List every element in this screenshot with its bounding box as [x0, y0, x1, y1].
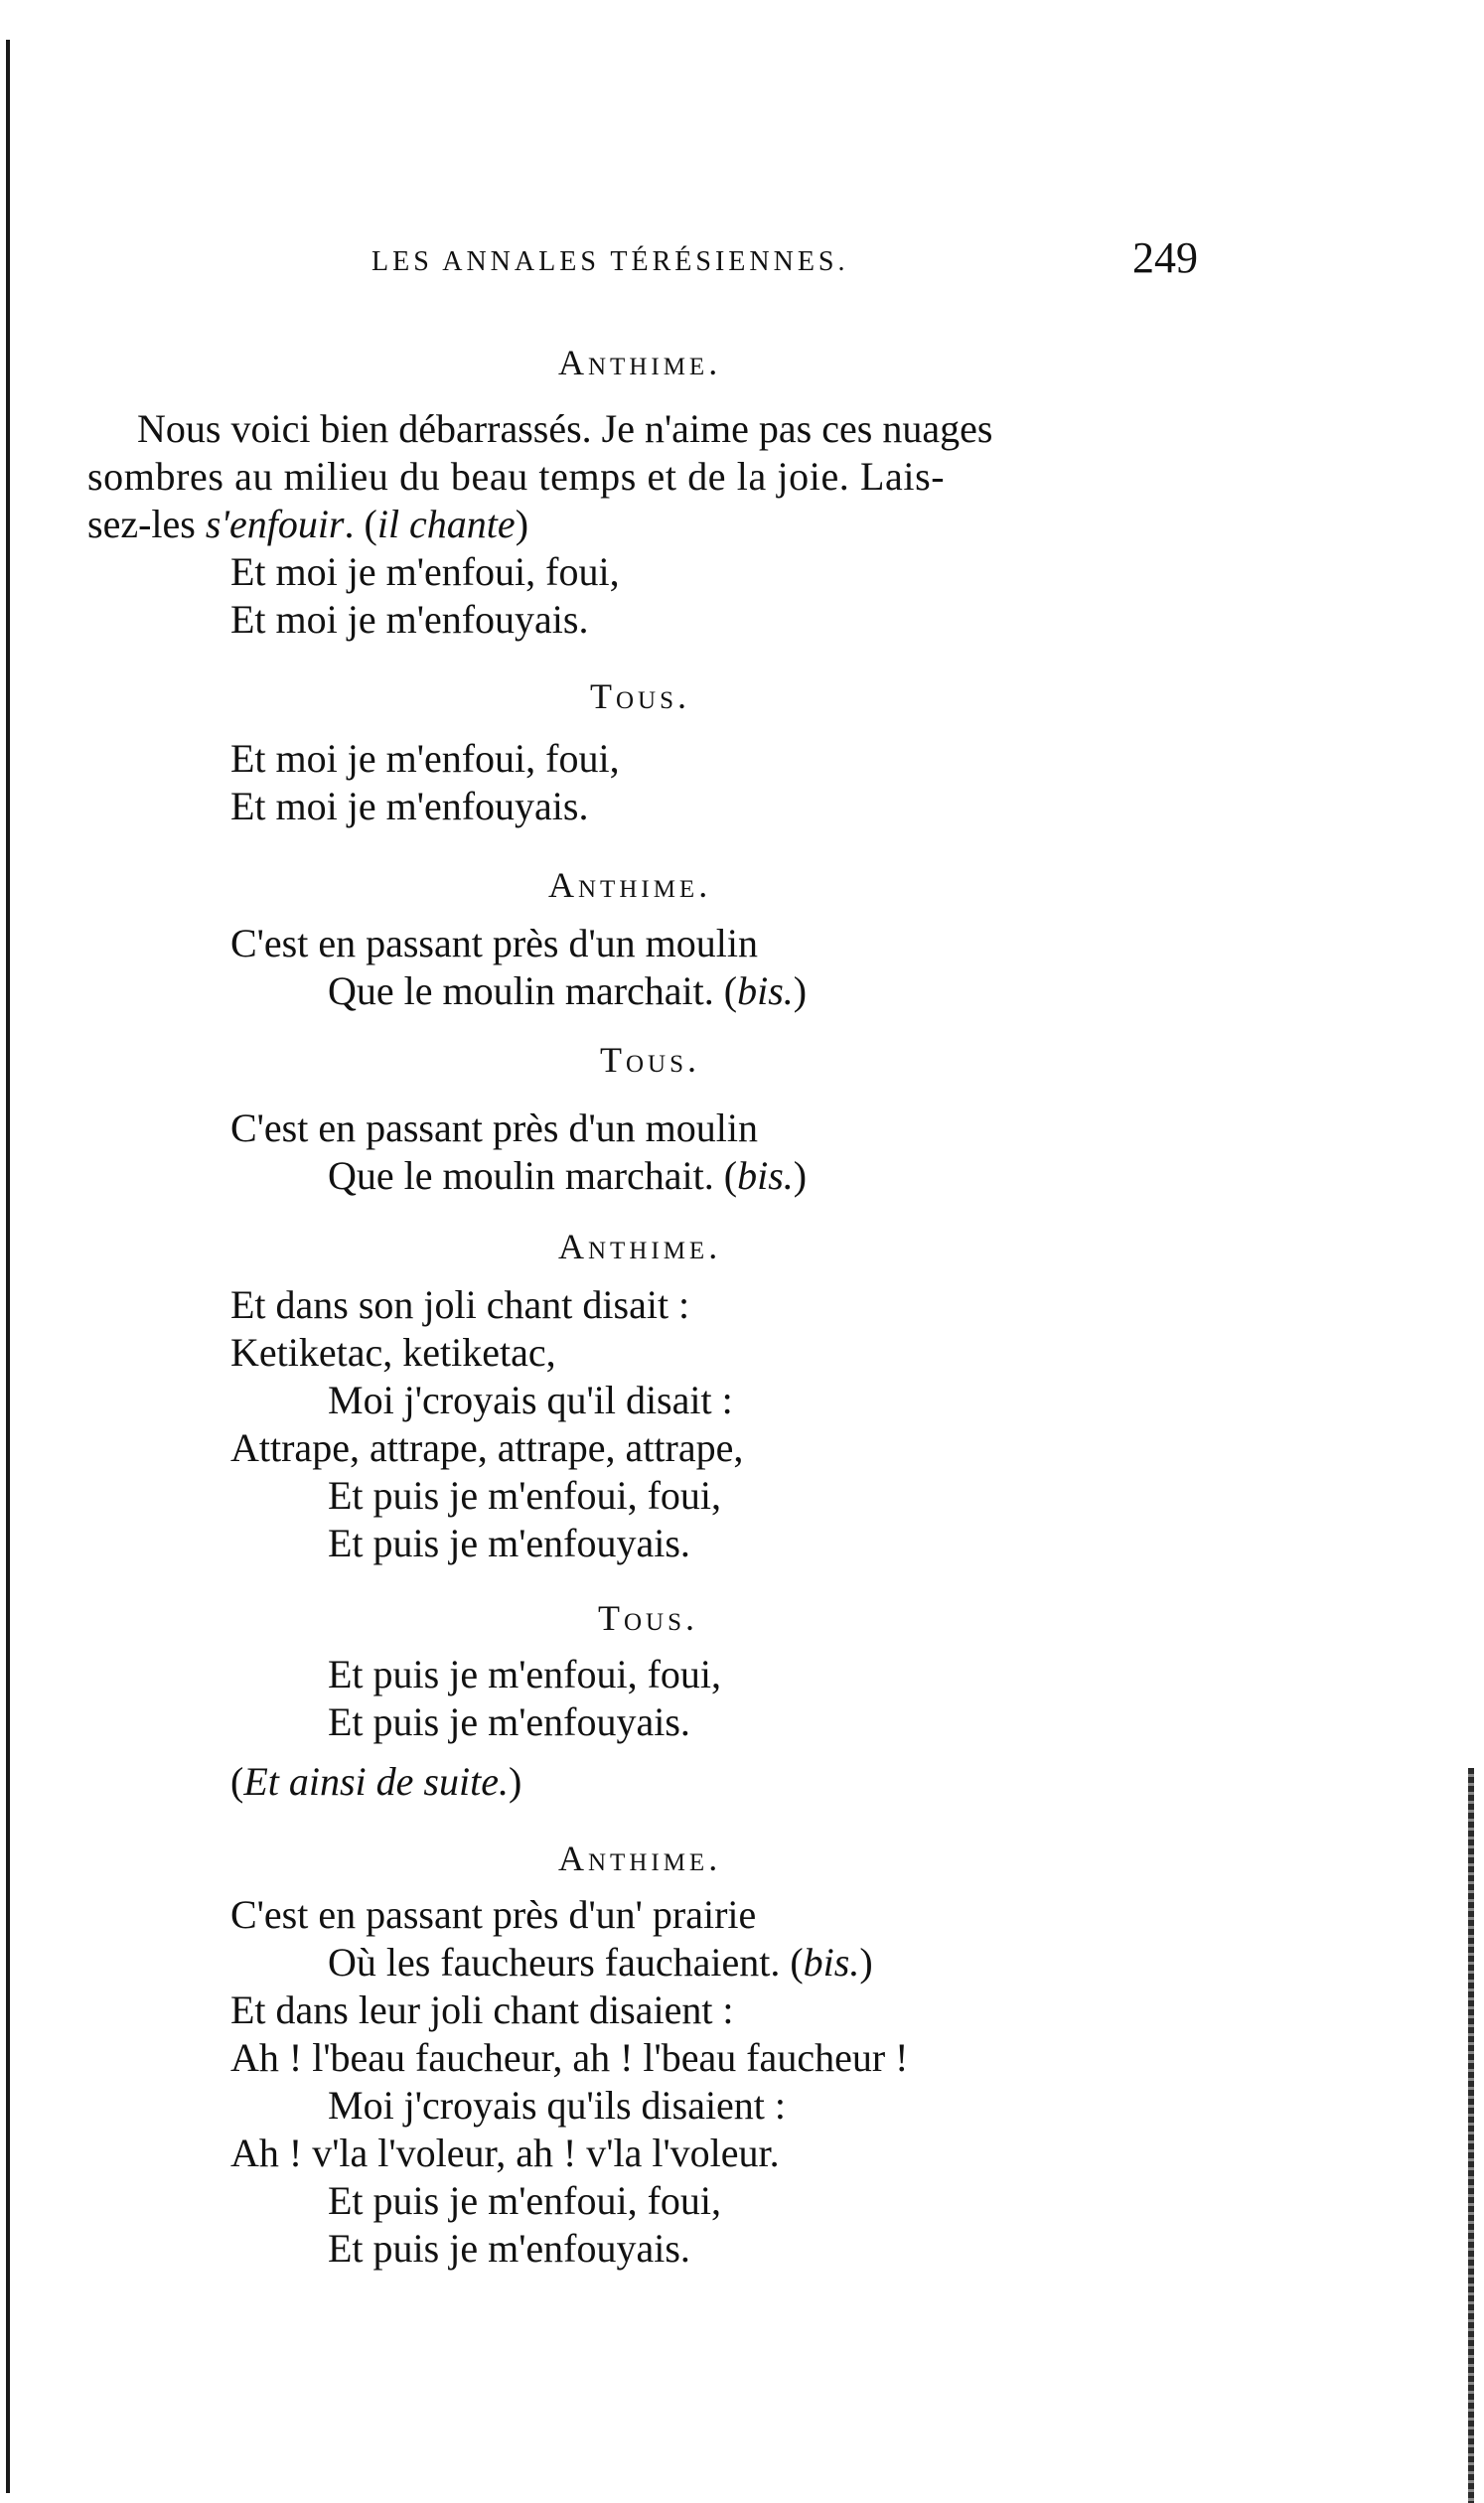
- page-number: 249: [1132, 233, 1198, 282]
- speaker-tous: Tous.: [590, 676, 691, 716]
- verse-line: Et dans leur joli chant disaient :: [230, 1988, 734, 2032]
- speaker-tous: Tous.: [600, 1040, 701, 1080]
- verse-line: Et puis je m'enfouyais.: [328, 1521, 690, 1565]
- verse-line: Et puis je m'enfouyais.: [328, 2226, 690, 2271]
- speaker-anthime: Anthime.: [558, 343, 722, 382]
- verse-line: C'est en passant près d'un moulin: [230, 1105, 759, 1150]
- speaker-anthime: Anthime.: [558, 1227, 722, 1266]
- verse-line: Et moi je m'enfouyais.: [230, 784, 589, 828]
- verse-line: Et puis je m'enfoui, foui,: [328, 2178, 722, 2223]
- verse-line: Et puis je m'enfoui, foui,: [328, 1473, 722, 1518]
- verse-line: Et puis je m'enfouyais.: [328, 1699, 690, 1744]
- verse-line: Et puis je m'enfoui, foui,: [328, 1652, 722, 1696]
- verse-line: Que le moulin marchait. (bis.): [328, 968, 808, 1013]
- speaker-anthime: Anthime.: [548, 865, 712, 905]
- verse-line: C'est en passant près d'un moulin: [230, 921, 759, 965]
- verse-line: Ketiketac, ketiketac,: [230, 1330, 556, 1375]
- verse-line: Où les faucheurs fauchaient. (bis.): [328, 1940, 873, 1985]
- verse-line: Moi j'croyais qu'ils disaient :: [328, 2083, 787, 2128]
- stage-direction: (Et ainsi de suite.): [230, 1759, 522, 1804]
- verse-line: Que le moulin marchait. (bis.): [328, 1153, 808, 1198]
- verse-line: Et moi je m'enfoui, foui,: [230, 736, 620, 781]
- prose-line: Nous voici bien débarrassés. Je n'aime pas ces nuages: [137, 406, 993, 451]
- verse-line: C'est en passant près d'un' prairie: [230, 1892, 757, 1937]
- verse-line: Ah ! v'la l'voleur, ah ! v'la l'voleur.: [230, 2131, 780, 2175]
- prose-line: sez-les s'enfouir. (il chante): [87, 502, 529, 546]
- speaker-anthime: Anthime.: [558, 1839, 722, 1878]
- verse-line: Ah ! l'beau faucheur, ah ! l'beau faucheur !: [230, 2035, 909, 2080]
- verse-line: Attrape, attrape, attrape, attrape,: [230, 1425, 744, 1470]
- verse-line: Et dans son joli chant disait :: [230, 1282, 690, 1327]
- speaker-tous: Tous.: [598, 1598, 699, 1638]
- verse-line: Moi j'croyais qu'il disait :: [328, 1378, 733, 1422]
- verse-line: Et moi je m'enfoui, foui,: [230, 549, 620, 594]
- verse-line: Et moi je m'enfouyais.: [230, 597, 589, 642]
- prose-line: sombres au milieu du beau temps et de la joie. Lais-: [87, 454, 946, 499]
- running-title: LES ANNALES TÉRÉSIENNES.: [371, 246, 849, 277]
